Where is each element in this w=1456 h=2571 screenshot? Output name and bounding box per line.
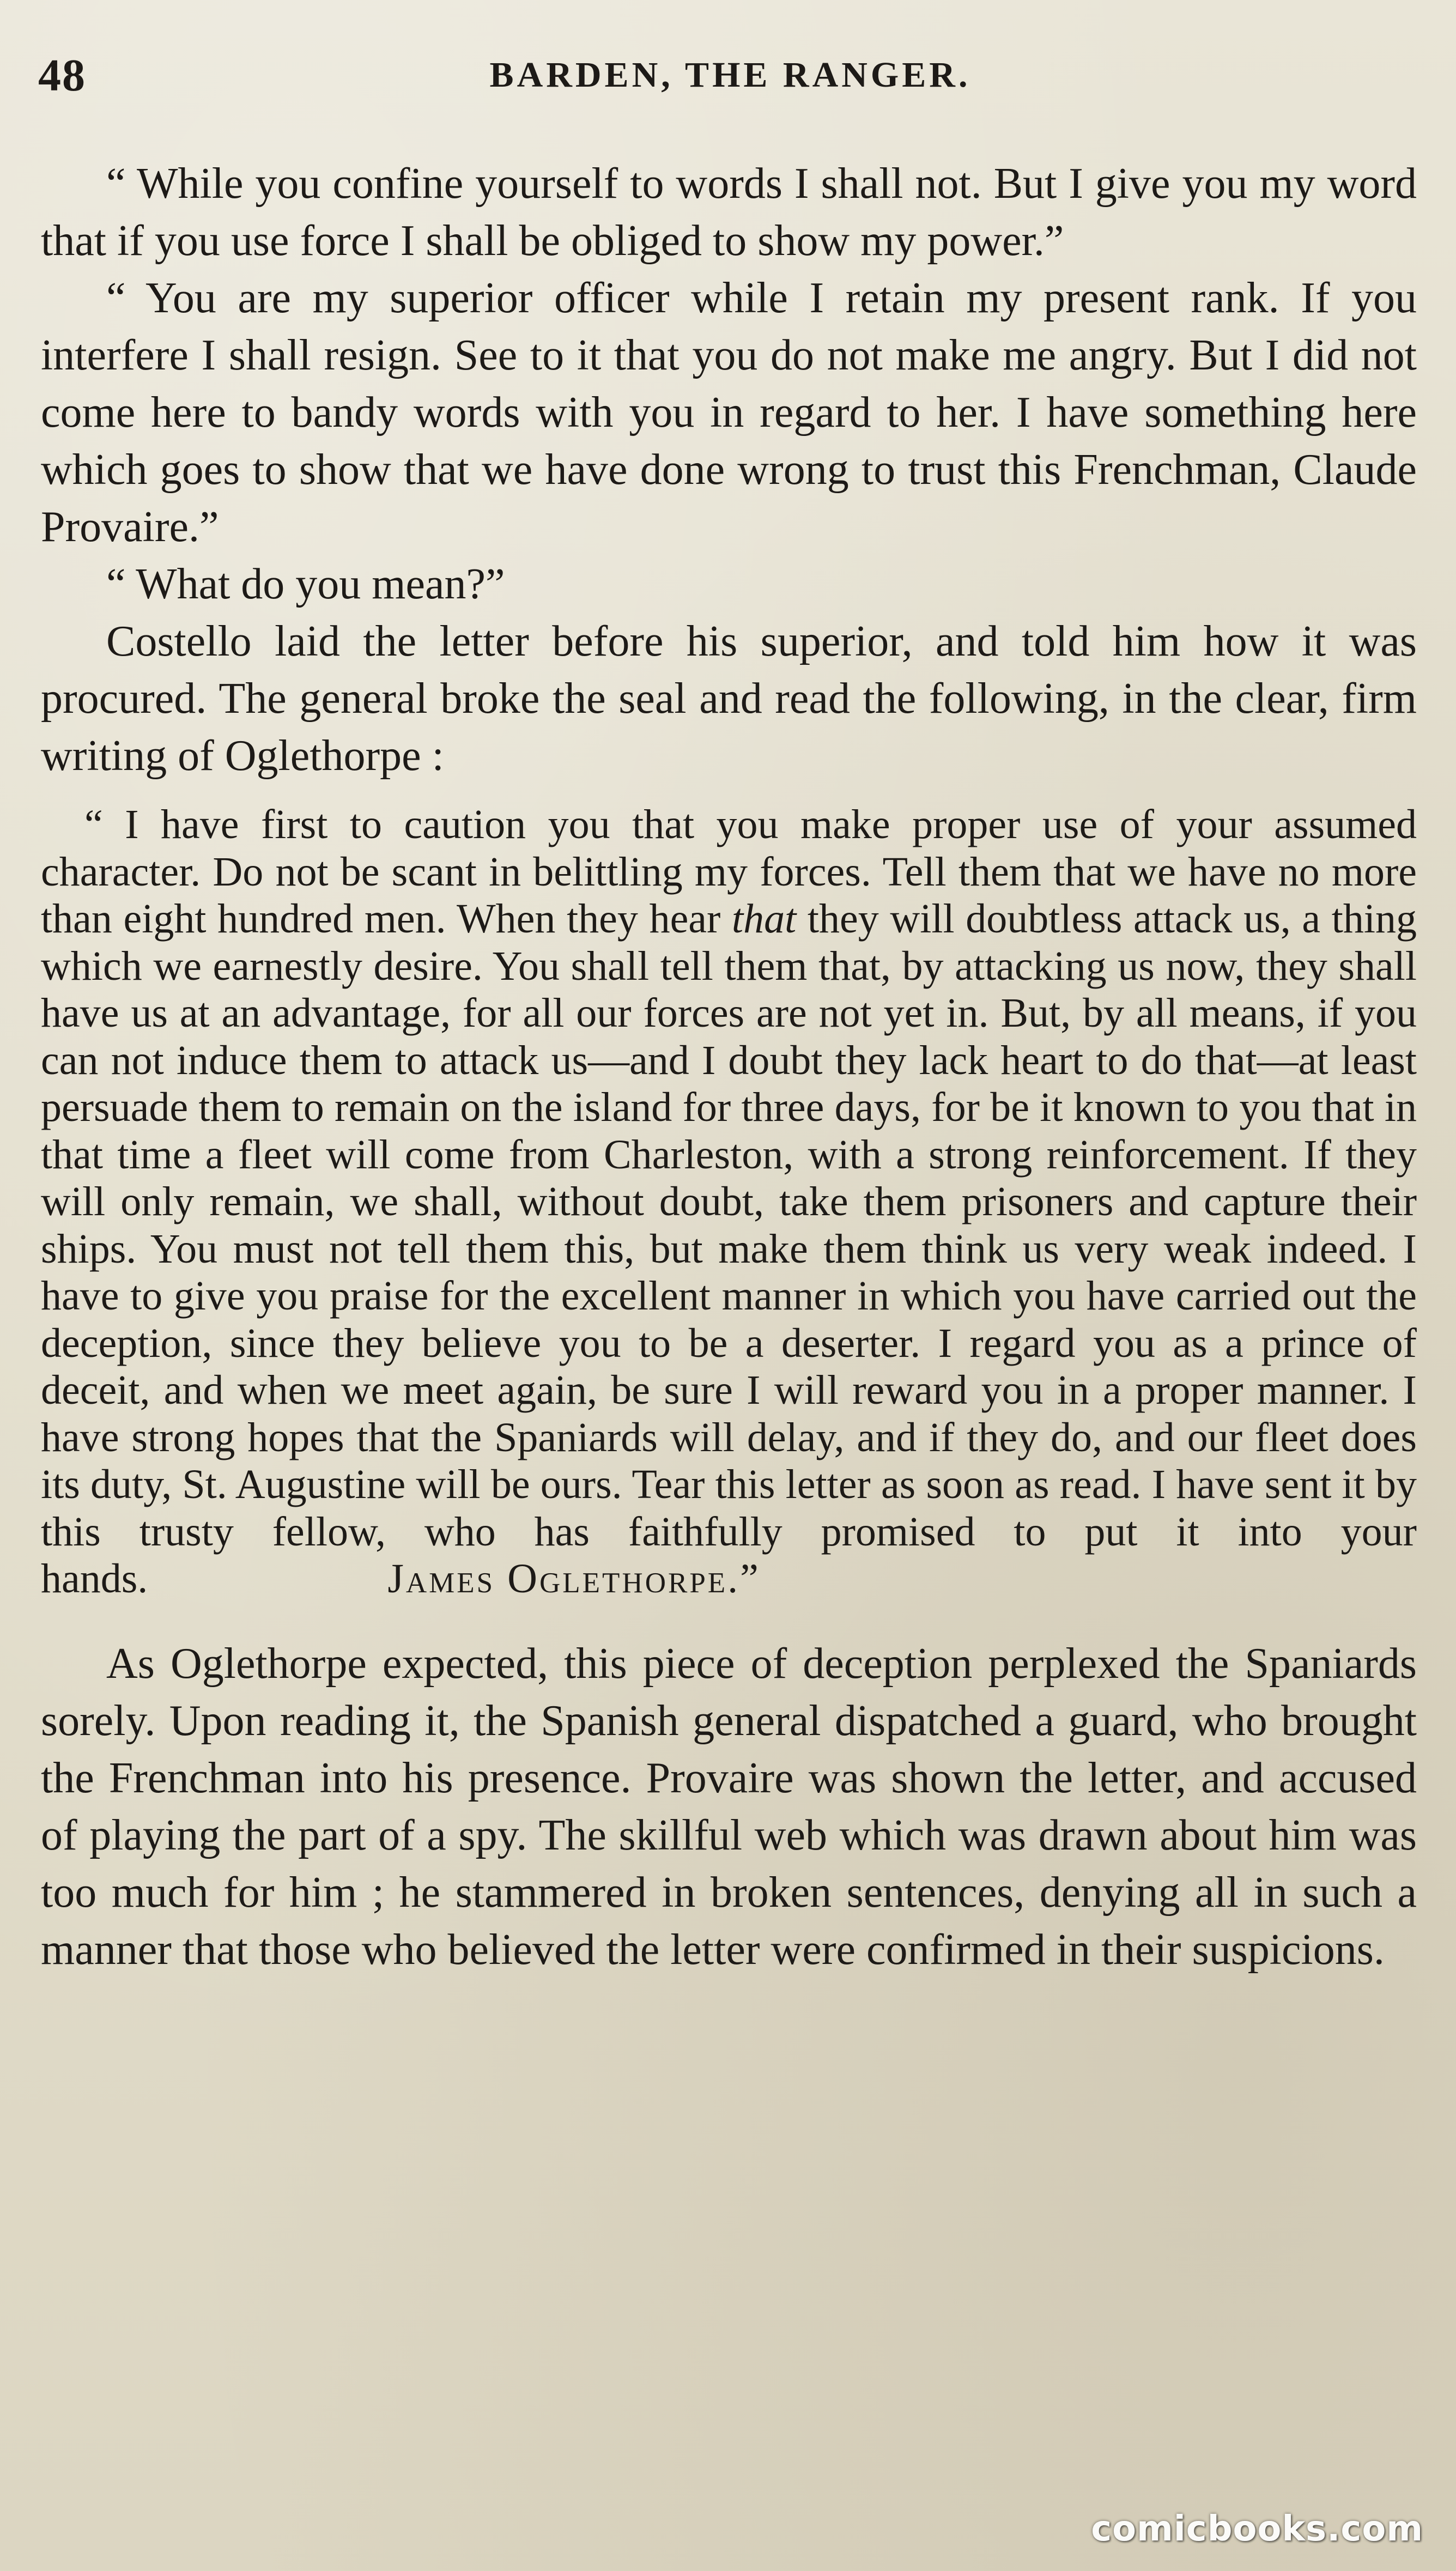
letter-text-part-2: they will doubtless attack us, a thing which we earnestly desire. You shall tell them that, by attacking us now, they shall have us at an advantage, for all our forces are not yet in. But, by all means, if you can not induce them to attack us—and I doubt they lack heart to do that—at least persuade them to remain on the island for three days, for be it known to you that in that time a fleet will come from Charleston, with a strong reinforcement. If they will only remain, we shall, without doubt, take them prisoners and capture their ships. You must not tell them this, but make them think us very weak indeed. I have to give you praise for the excellent manner in which you have carried out the deception, since they believe you to be a deserter. I regard you as a prince of deceit, and when we meet again, be sure I will reward you in a proper manner. I have strong hopes that the Spaniards will delay, and if they do, and our fleet does its duty, St. Augustine will be ours. Tear this letter as soon as read. I have sent it by this trusty fellow, who has faithfully promised to put it into your hands. bbox=[41, 896, 1417, 1602]
paragraph-3: “ What do you mean?” bbox=[106, 560, 505, 608]
page-header bbox=[38, 49, 1422, 104]
closing-paragraph: As Oglethorpe expected, this piece of deception perplexed the Spaniards sorely. Upon reading it, the Spanish general dispatched a guard, who brought the Frenchman into his presence. Provaire was shown the letter, and accused of playing the part of a spy. The skillful web which was drawn about him was too much for him ; he stammered in broken sentences, denying all in such a manner that those who believed the letter were confirmed in their suspicions. bbox=[41, 1639, 1417, 1974]
letter-emphasis: that bbox=[732, 896, 797, 942]
letter-text-part-1: “ I have first to caution you that you make proper use of your assumed character. Do not be scant in belittling my forces. Tell them that we have no more than eight hundred men. When they hear bbox=[41, 802, 1417, 942]
watermark: comicbooks.com bbox=[1091, 2509, 1423, 2549]
paragraph-4: Costello laid the letter before his superior, and told him how it was procured. The general broke the seal and read the following, in the clear, firm writing of Oglethorpe : bbox=[41, 617, 1417, 780]
letter-signature: James Oglethorpe.” bbox=[387, 1556, 761, 1602]
paragraph-1: “ While you confine yourself to words I shall not. But I give you my word that if you use force I shall be obliged to show my power.” bbox=[41, 160, 1417, 265]
page-number: 48 bbox=[38, 50, 86, 101]
paragraph-2: “ You are my superior officer while I retain my present rank. If you interfere I shall resign. See to it that you do not make me angry. But I did not come here to bandy words with you in regard to her. I have something here which goes to show that we have done wrong to trust this Frenchman, Claude Provaire.” bbox=[41, 274, 1417, 551]
body-text bbox=[41, 155, 1417, 1979]
running-head: BARDEN, THE RANGER. bbox=[489, 55, 971, 95]
letter-text bbox=[41, 801, 1417, 1603]
